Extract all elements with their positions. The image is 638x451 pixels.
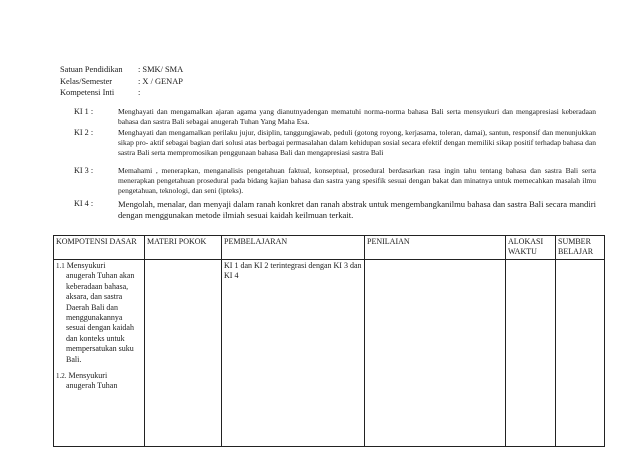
header-label: Kelas/Semester (60, 76, 113, 86)
ki-code: KI 1 : (74, 107, 94, 116)
header-value: : SMK/ SMA (138, 65, 184, 74)
ki-text: Memahami , menerapkan, menganalisis pengetahuan faktual, konseptual, prosedural berdasarkan rasa ingin tahu tentang bahasa dan sastra Bali serta menerapkan pengetahuan prosedural pada bidang kajian bahasa dan sastra yang spesifik sesuai dengan bakat dan minatnya untuk memecahkan masalah ilmu pengetahuan, teknologi, dan seni (ipteks). (118, 166, 596, 195)
kd-text: anugerah Tuhan akan keberadaan bahasa, aksara, dan sastra Daerah Bali dan menggunakannya sesuai dengan kaidah dan konteks untuk mempersatukan suku Bali. (66, 271, 135, 364)
kd-cell (54, 260, 145, 447)
ki-text: Mengolah, menalar, dan menyaji dalam ranah konkret dan ranah abstrak untuk mengembangkanilmu bahasa dan sastra Bali secara mandiri dengan menggunakan metode ilmiah sesuai kaidah keilmuan terkait. (118, 199, 596, 220)
header-label: Satuan Pendidikan (60, 65, 123, 74)
kd-number: 1.1 (56, 262, 65, 270)
kd-item (56, 371, 142, 392)
materi-cell (145, 260, 222, 447)
kd-text: anugerah Tuhan (66, 381, 118, 391)
col-header-alokasi-waktu: ALOKASI WAKTU (506, 236, 556, 260)
sumber-cell (556, 260, 605, 447)
header-row-kelas (60, 76, 183, 88)
document-header (60, 64, 183, 99)
col-header-sumber-belajar: SUMBER BELAJAR (556, 236, 605, 260)
kd-first-word: Mensyukuri (68, 371, 108, 381)
kd-item (56, 261, 142, 365)
header-row-kompetensi (60, 87, 183, 99)
table-row (54, 260, 605, 447)
kd-table (53, 235, 605, 447)
penilaian-cell (365, 260, 506, 447)
ki-text: Menghayati dan mengamalkan perilaku jujur, disiplin, tanggungjawab, peduli (gotong royong, kerjasama, toleran, damai), santun, responsif dan menunjukkan sikap pro- aktif sebagai bagian dari solusi atas berbagai permasalahan dalam kehidupan sosial secara efektif dengan memiliki sikap positif terhadap bahasa dan sastra Bali serta mempromosikan penggunaan bahasa Bali dan mengapresiasi sastra Bali (118, 128, 596, 157)
kd-number: 1.2. (56, 372, 67, 381)
ki-code: KI 2 : (74, 128, 94, 137)
kd-first-word: Mensyukuri (66, 261, 106, 270)
alokasi-cell (506, 260, 556, 447)
col-header-penilaian: PENILAIAN (365, 236, 506, 260)
header-label: Kompetensi Inti (60, 88, 115, 97)
header-value: : X / GENAP (138, 76, 183, 86)
table-header-row (54, 236, 605, 260)
ki-code: KI 4 : (74, 199, 94, 208)
ki-text: Menghayati dan mengamalkan ajaran agama yang dianutnyadengan mematuhi norma-norma bahasa Bali serta mensyukuri dan mengapresiasi keberadaan bahasa dan sastra Bali sebagai anugerah Tuhan Yang Maha Esa. (118, 107, 596, 126)
col-header-materi-pokok: MATERI POKOK (145, 236, 222, 260)
pembelajaran-cell: KI 1 dan KI 2 terintegrasi dengan KI 3 dan KI 4 (222, 260, 365, 447)
ki-code: KI 3 : (74, 166, 94, 175)
col-header-kompetensi-dasar: KOMPOTENSI DASAR (54, 236, 145, 260)
header-value: : (138, 88, 141, 97)
header-row-satuan (60, 64, 183, 76)
col-header-pembelajaran: PEMBELAJARAN (222, 236, 365, 260)
